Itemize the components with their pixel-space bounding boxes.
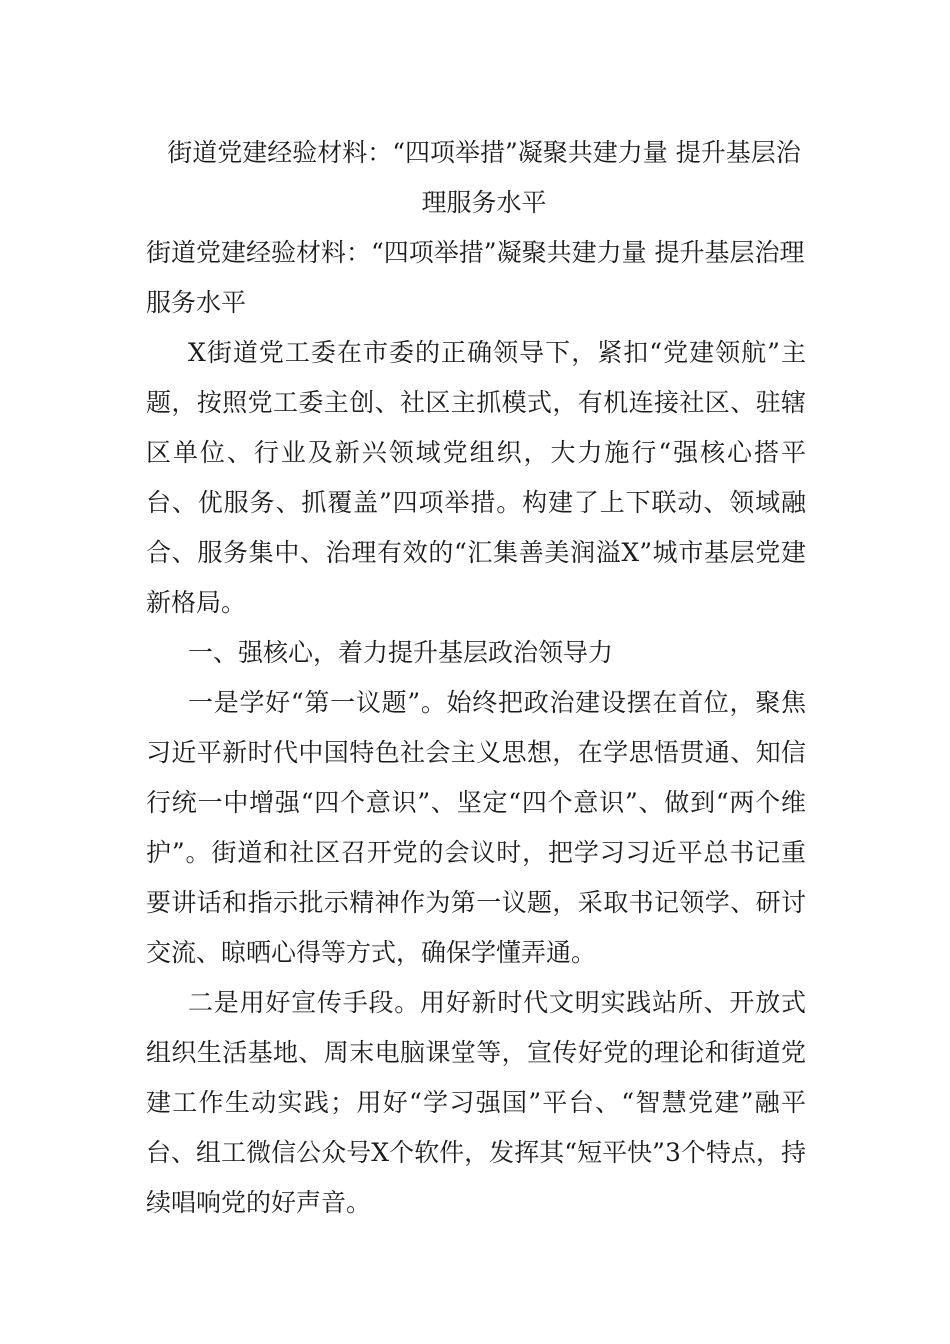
document-title-repeat: 街道党建经验材料：“四项举措”凝聚共建力量 提升基层治理服务水平 [146, 238, 805, 317]
document-title: 街道党建经验材料：“四项举措”凝聚共建力量 提升基层治理服务水平 [167, 138, 801, 217]
document-body [146, 128, 806, 1228]
section-heading: 一、强核心，着力提升基层政治领导力 [188, 638, 614, 667]
intro-paragraph: X街道党工委在市委的正确领导下，紧扣“党建领航”主题，按照党工委主创、社区主抓模式，有机连接社区、驻辖区单位、行业及新兴领域党组织，大力施行“强核心搭平台、优服务、抓覆盖”四项举措。构建了上下联动、领域融合、服务集中、治理有效的“汇集善美润溢X”城市基层党建新格局。 [146, 338, 806, 617]
body-paragraph: 二是用好宣传手段。用好新时代文明实践站所、开放式组织生活基地、周末电脑课堂等，宣传好党的理论和街道党建工作生动实践；用好“学习强国”平台、“智慧党建”融平台、组工微信公众号X个软件，发挥其“短平快”3个特点，持续唱响党的好声音。 [146, 988, 806, 1217]
body-paragraph: 一是学好“第一议题”。始终把政治建设摆在首位，聚焦习近平新时代中国特色社会主义思想，在学思悟贯通、知信行统一中增强“四个意识”、坚定“四个意识”、做到“两个维护”。街道和社区召开党的会议时，把学习习近平总书记重要讲话和指示批示精神作为第一议题，采取书记领学、研讨交流、晾晒心得等方式，确保学懂弄通。 [146, 688, 806, 967]
